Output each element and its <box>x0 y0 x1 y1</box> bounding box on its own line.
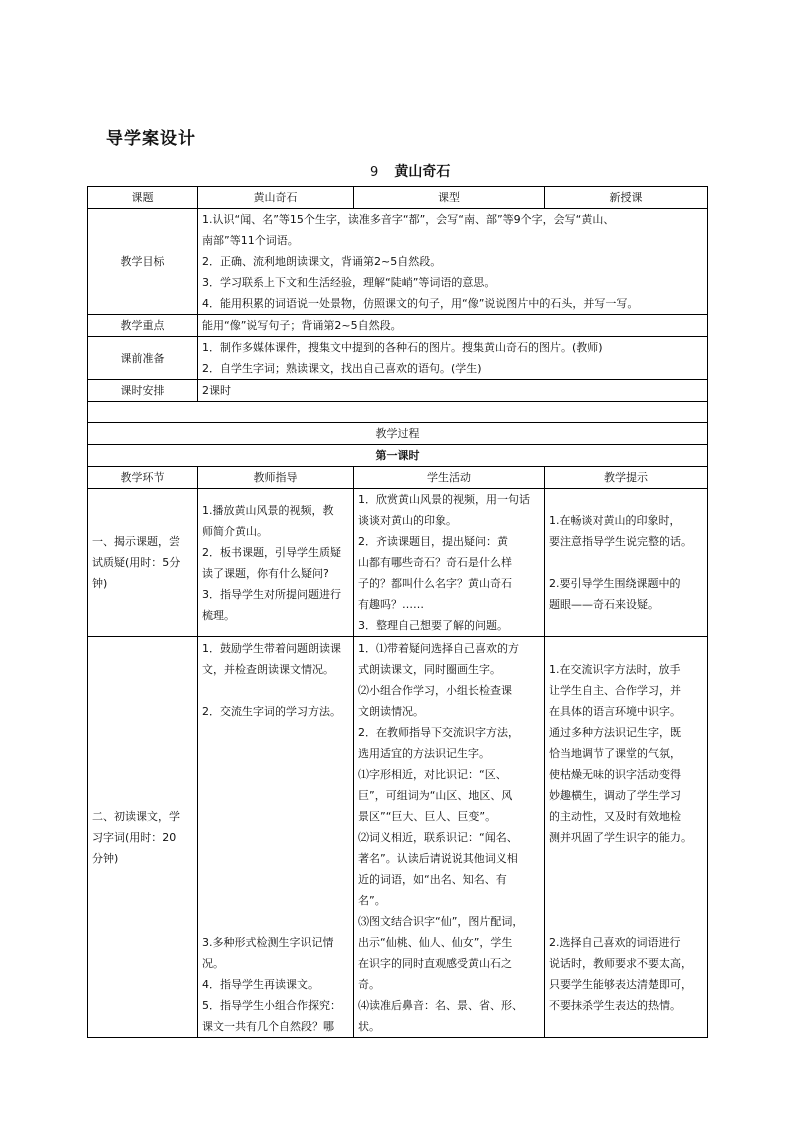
prep-label: 课前准备 <box>88 337 198 380</box>
type-label: 课型 <box>354 187 545 209</box>
type-value: 新授课 <box>545 187 708 209</box>
tip-line: 题眼——奇石来设疑。 <box>549 598 659 611</box>
section1-student <box>354 489 545 637</box>
column-header: 教学环节 <box>88 467 198 489</box>
period-row <box>88 445 708 467</box>
student-line: 有趣吗？…… <box>358 598 424 611</box>
prep-line: 1．制作多媒体课件，搜集文中提到的各种石的图片。搜集黄山奇石的图片。(教师) <box>202 341 603 354</box>
student-line: 著名”。认读后请说说其他词义相 <box>358 852 518 865</box>
tip-line: 在具体的语言环境中识字。 <box>549 705 681 718</box>
stage-line: 试质疑(用时：5分 <box>92 556 181 569</box>
prep-line: 2．自学生字词；熟读课文，找出自己喜欢的语句。(学生) <box>202 362 482 375</box>
stage-line: 二、初读课文，学 <box>92 809 180 823</box>
goal-line: 4．能用积累的词语说一处景物，仿照课文的句子，用“像”说说图片中的石头，并写一写。 <box>202 297 639 310</box>
student-line: ⑶图文结合识字“仙”，图片配词， <box>358 915 524 928</box>
column-header: 教学提示 <box>545 467 708 489</box>
spacer <box>549 911 703 932</box>
column-header: 学生活动 <box>354 467 545 489</box>
tip-line: 妙趣横生，调动了学生学习 <box>549 789 681 802</box>
goals-cell <box>198 209 708 315</box>
spacer <box>549 552 703 573</box>
prep-cell <box>198 337 708 380</box>
lesson-name: 黄山奇石 <box>394 164 451 180</box>
tip-line: 测并巩固了学生识字的能力。 <box>549 831 692 844</box>
student-line: 山都有哪些奇石？奇石是什么样 <box>358 556 512 569</box>
tip-line: 通过多种方法识记生字，既 <box>549 726 681 739</box>
student-line: 3．整理自己想要了解的问题。 <box>358 619 508 632</box>
tip-line: 2.要引导学生围绕课题中的 <box>549 577 681 590</box>
prep-row <box>88 337 708 380</box>
stage-line: 一、揭示课题，尝 <box>92 535 180 548</box>
student-line: 景区”“巨大、巨人、巨变”。 <box>358 810 497 823</box>
tip-line: 不要抹杀学生表达的热情。 <box>549 999 681 1012</box>
student-line: 状。 <box>358 1020 380 1033</box>
teacher-line: 1.播放黄山风景的视频，教 <box>202 503 334 517</box>
goals-label: 教学目标 <box>88 209 198 315</box>
teacher-line: 1．鼓励学生带着问题朗读课 <box>202 642 341 655</box>
spacer <box>549 890 703 911</box>
spacer <box>549 638 703 659</box>
teacher-line: 读了课题，你有什么疑问? <box>202 566 329 580</box>
student-line: 式朗读课文，同时圈画生字。 <box>358 663 501 676</box>
tip-line: 1.在畅谈对黄山的印象时， <box>549 514 681 527</box>
teacher-line: 3.多种形式检测生字识记情 <box>202 936 334 949</box>
tip-line: 的主动性，又及时有效地检 <box>549 810 681 823</box>
tip-line: 让学生自主、合作学习，并 <box>549 684 681 697</box>
column-header: 教师指导 <box>198 467 354 489</box>
section2-student <box>354 637 545 1038</box>
tip-line: 要注意指导学生说完整的话。 <box>549 535 692 548</box>
blank-row <box>88 402 708 423</box>
document-title: 导学案设计 <box>106 129 196 149</box>
goals-row <box>88 209 708 315</box>
lesson-title <box>370 161 450 181</box>
teacher-line: 文，并检查朗读课文情况。 <box>202 663 334 676</box>
section2-teacher <box>198 637 354 1038</box>
process-title: 教学过程 <box>88 423 708 445</box>
section2-row <box>88 637 708 1038</box>
goal-line: 南部”等11个词语。 <box>202 234 299 247</box>
blank-cell <box>88 402 708 423</box>
topic-value: 黄山奇石 <box>198 187 354 209</box>
student-line: ⑵词义相近，联系识记：“闻名、 <box>358 831 518 844</box>
process-row <box>88 423 708 445</box>
stage-line: 习字词(用时：20 <box>92 830 177 844</box>
spacer <box>549 848 703 869</box>
teacher-line: 课文一共有几个自然段？哪 <box>202 1020 334 1033</box>
student-line: ⑷读准后鼻音：名、景、省、形、 <box>358 999 523 1012</box>
tip-line: 1.在交流识字方法时，放手 <box>549 663 681 676</box>
tip-line: 恰当地调节了课堂的气氛， <box>549 747 681 760</box>
section1-stage <box>88 489 198 637</box>
tip-line: 说话时，教师要求不要太高， <box>549 957 692 970</box>
student-line: 1．欣赏黄山风景的视频，用一句话 <box>358 493 530 506</box>
key-row <box>88 315 708 337</box>
student-line: 谈谈对黄山的印象。 <box>358 514 457 527</box>
teacher-line: 况。 <box>202 957 224 970</box>
teacher-line: 2．交流生字词的学习方法。 <box>202 705 341 718</box>
spacer <box>202 764 349 785</box>
spacer <box>202 827 349 848</box>
lesson-number: 9 <box>370 165 379 180</box>
goal-line: 3．学习联系上下文和生活经验，理解“陡峭”等词语的意思。 <box>202 276 496 289</box>
spacer <box>202 806 349 827</box>
student-line: 2．在教师指导下交流识字方法， <box>358 726 519 739</box>
key-value: 能用“像”说写句子；背诵第2~5自然段。 <box>198 315 708 337</box>
teacher-line: 3．指导学生对所提问题进行 <box>202 587 341 601</box>
key-label: 教学重点 <box>88 315 198 337</box>
student-line: 1．⑴带着疑问选择自己喜欢的方 <box>358 642 519 655</box>
spacer <box>202 680 349 701</box>
student-line: 出示“仙桃、仙人、仙女”，学生 <box>358 936 513 949</box>
goal-line: 2．正确、流利地朗读课文，背诵第2~5自然段。 <box>202 255 442 268</box>
spacer <box>202 743 349 764</box>
teacher-line: 梳理。 <box>202 608 235 622</box>
section1-row <box>88 489 708 637</box>
student-line: 近的词语，如“出名、知名、有 <box>358 873 507 886</box>
period-title: 第一课时 <box>88 445 708 467</box>
stage-line: 钟) <box>92 577 108 590</box>
hours-value: 2课时 <box>198 380 708 402</box>
hours-row <box>88 380 708 402</box>
tip-line: 只要学生能够表达清楚即可， <box>549 978 692 991</box>
spacer <box>202 911 349 932</box>
spacer <box>202 869 349 890</box>
student-line: 选用适宜的方法识记生字。 <box>358 747 490 760</box>
stage-line: 分钟) <box>92 851 119 865</box>
column-header-row <box>88 467 708 489</box>
lesson-plan-table <box>87 186 708 1038</box>
section1-tips <box>545 489 708 637</box>
spacer <box>202 890 349 911</box>
student-line: 子的？都叫什么名字？黄山奇石 <box>358 577 512 590</box>
goal-line: 1.认识“闻、名”等15个生字，读准多音字“都”，会写“南、部”等9个字，会写“黄山、 <box>202 213 615 226</box>
spacer <box>202 785 349 806</box>
spacer <box>549 869 703 890</box>
student-line: 巨”，可组词为“山区、地区、风 <box>358 789 513 802</box>
student-line: 奇。 <box>358 978 380 991</box>
section1-teacher <box>198 489 354 637</box>
student-line: 2．齐读课题目，提出疑问：黄 <box>358 535 508 548</box>
hours-label: 课时安排 <box>88 380 198 402</box>
teacher-line: 4．指导学生再读课文。 <box>202 978 319 991</box>
student-line: ⑴字形相近，对比识记：“区、 <box>358 768 507 781</box>
section2-stage <box>88 637 198 1038</box>
tip-line: 使枯燥无味的识字活动变得 <box>549 768 681 781</box>
student-line: 在识字的同时直观感受黄山石之 <box>358 957 512 970</box>
section2-tips <box>545 637 708 1038</box>
student-line: 名”。 <box>358 894 386 907</box>
topic-label: 课题 <box>88 187 198 209</box>
teacher-line: 师简介黄山。 <box>202 524 268 538</box>
student-line: ⑵小组合作学习，小组长检查课 <box>358 684 512 697</box>
teacher-line: 5．指导学生小组合作探究： <box>202 999 341 1012</box>
topic-row <box>88 187 708 209</box>
spacer <box>202 848 349 869</box>
tip-line: 2.选择自己喜欢的词语进行 <box>549 936 681 949</box>
student-line: 文朗读情况。 <box>358 705 424 718</box>
spacer <box>202 722 349 743</box>
teacher-line: 2．板书课题，引导学生质疑 <box>202 545 341 559</box>
